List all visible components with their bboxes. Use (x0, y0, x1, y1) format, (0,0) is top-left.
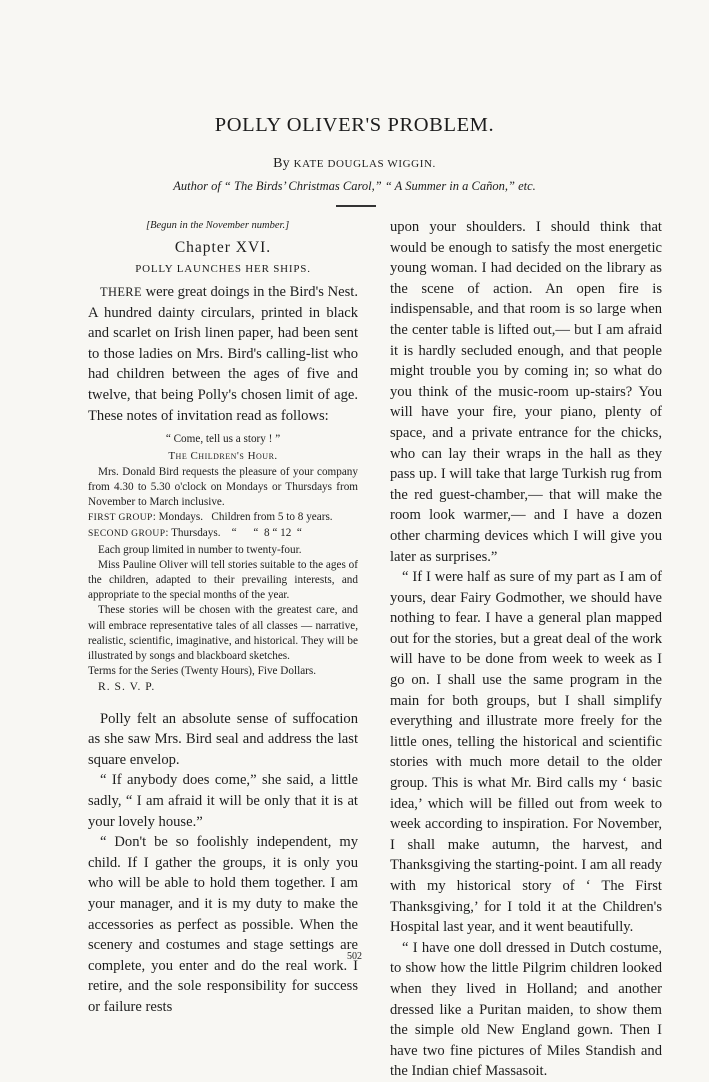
paragraph: upon your shoulders. I should think that would be enough to satisfy the most energetic young woman. I had decided on the library as the scene of action. An open fire is indispensable, and that room is so large when the center table is lifted out,— but I am afraid it is hardly secluded enough, and that people might trouble you by coming in; so what do you think of the music-room up-stairs? You will have your fire, your piano, plenty of space, and a private entrance for the chicks, who can lay their wraps in the hall as they pass up. I will take that large Turkish rug from the red guest-chamber,— that will make the room look warmer,— and I have a dozen other charming devices which I will give you later as surprises.” (390, 219, 662, 565)
chapter-heading: Chapter XVI. (174, 239, 272, 256)
invitation-block (88, 432, 358, 694)
paragraph-text: were great doings in the Bird's Nest. A hundred dainty circulars, printed in black and scarlet on Irish linen paper, had been sent to those ladies on Mrs. Bird's calling-list who had children between the ages of five and twelve, that being Polly's chosen limit of age. These notes of invitation read as follows: (88, 284, 358, 424)
group-1-text: : Mondays. Children from 5 to 8 years. (152, 511, 333, 524)
group-2-text: : Thursdays. “ “ 8 “ 12 “ (165, 527, 302, 540)
invitation-text: Each group limited in number to twenty-four. (98, 543, 302, 556)
invitation-motto: “ Come, tell us a story ! ” (165, 433, 281, 446)
article-title: POLLY OLIVER'S PROBLEM. (214, 114, 495, 136)
byline-author: KATE DOUGLAS WIGGIN. (293, 158, 436, 170)
paragraph (88, 282, 358, 426)
invitation-text: These stories will be chosen with the greatest care, and will embrace representative tales of all classes — narrative, realistic, scientific, imaginative, and historical. They will be illustrated by songs and blackboard sketches. (88, 604, 358, 662)
page-number: 502 (347, 951, 362, 962)
byline (0, 156, 709, 172)
group-1-label: FIRST GROUP (88, 513, 153, 524)
title-divider (336, 205, 376, 207)
paragraph: “ If I were half as sure of my part as I am of yours, dear Fairy Godmother, we should have nothing to fear. I have a general plan mapped out for the stories, but a great deal of the work will have to be done from week to week as I go on. I shall use the same program in the main for both groups, but I shall simplify everything and illustrate more freely for the little ones, telling the historical and scientific stories with much more detail to the older group. This is what Mr. Bird calls my ‘ basic idea,’ which will be filled out from week to week according to inspiration. For November, I shall make autumn, the harvest, and Thanksgiving the starting-point. I am all ready with my historical story of ‘ The First Thanksgiving,’ for I told it at the Children's Hospital last year, and it went beautifully. (390, 569, 662, 936)
invitation-terms: Terms for the Series (Twenty Hours), Five Dollars. (88, 665, 317, 678)
paragraph: Polly felt an absolute sense of suffocation as she saw Mrs. Bird seal and address the last square envelop. (88, 710, 358, 768)
group-1 (88, 510, 358, 526)
paragraph: “ If anybody does come,” she said, a little sadly, “ I am afraid it will be only that it is at your lovely house.” (88, 772, 358, 830)
group-2-label: SECOND GROUP (88, 529, 166, 540)
spacer (88, 695, 358, 709)
author-note: Author of “ The Birds’ Christmas Carol,” “ A Summer in a Cañon,” etc. (173, 179, 536, 193)
chapter-title: POLLY LAUNCHES HER SHIPS. (135, 263, 311, 275)
opening-word: THERE (100, 285, 142, 299)
invitation-text: Mrs. Donald Bird requests the pleasure of your company from 4.30 to 5.30 o'clock on Mondays or Thursdays from November to March inclusive. (88, 465, 358, 508)
invitation-text: Miss Pauline Oliver will tell stories suitable to the ages of the children, adapted to their prevailing interests, and appropriate to the special months of the year. (88, 558, 358, 602)
rsvp: R. S. V. P. (98, 680, 156, 694)
serial-note: [Begun in the November number.] (146, 220, 290, 231)
left-column (88, 217, 358, 1018)
paragraph: “ I have one doll dressed in Dutch costume, to show how the little Pilgrim children looked when they lived in Holland; and another dressed like a Puritan maiden, to show them the simple old New England gown. Then I have two fine pictures of Miles Standish and the Indian chief Massasoit. (390, 939, 662, 1080)
paragraph: “ Don't be so foolishly independent, my child. If I gather the groups, it is only you who will be able to hold them together. I am your manager, and it is my duty to make the accessories as perfect as possible. When the scenery and costumes and stage settings are complete, you enter and do the real work. I retire, and the sole responsibility for success or failure rests (88, 834, 358, 1015)
byline-by: By (273, 156, 290, 171)
group-2 (88, 526, 358, 542)
invitation-heading: The Children's Hour. (168, 450, 278, 463)
